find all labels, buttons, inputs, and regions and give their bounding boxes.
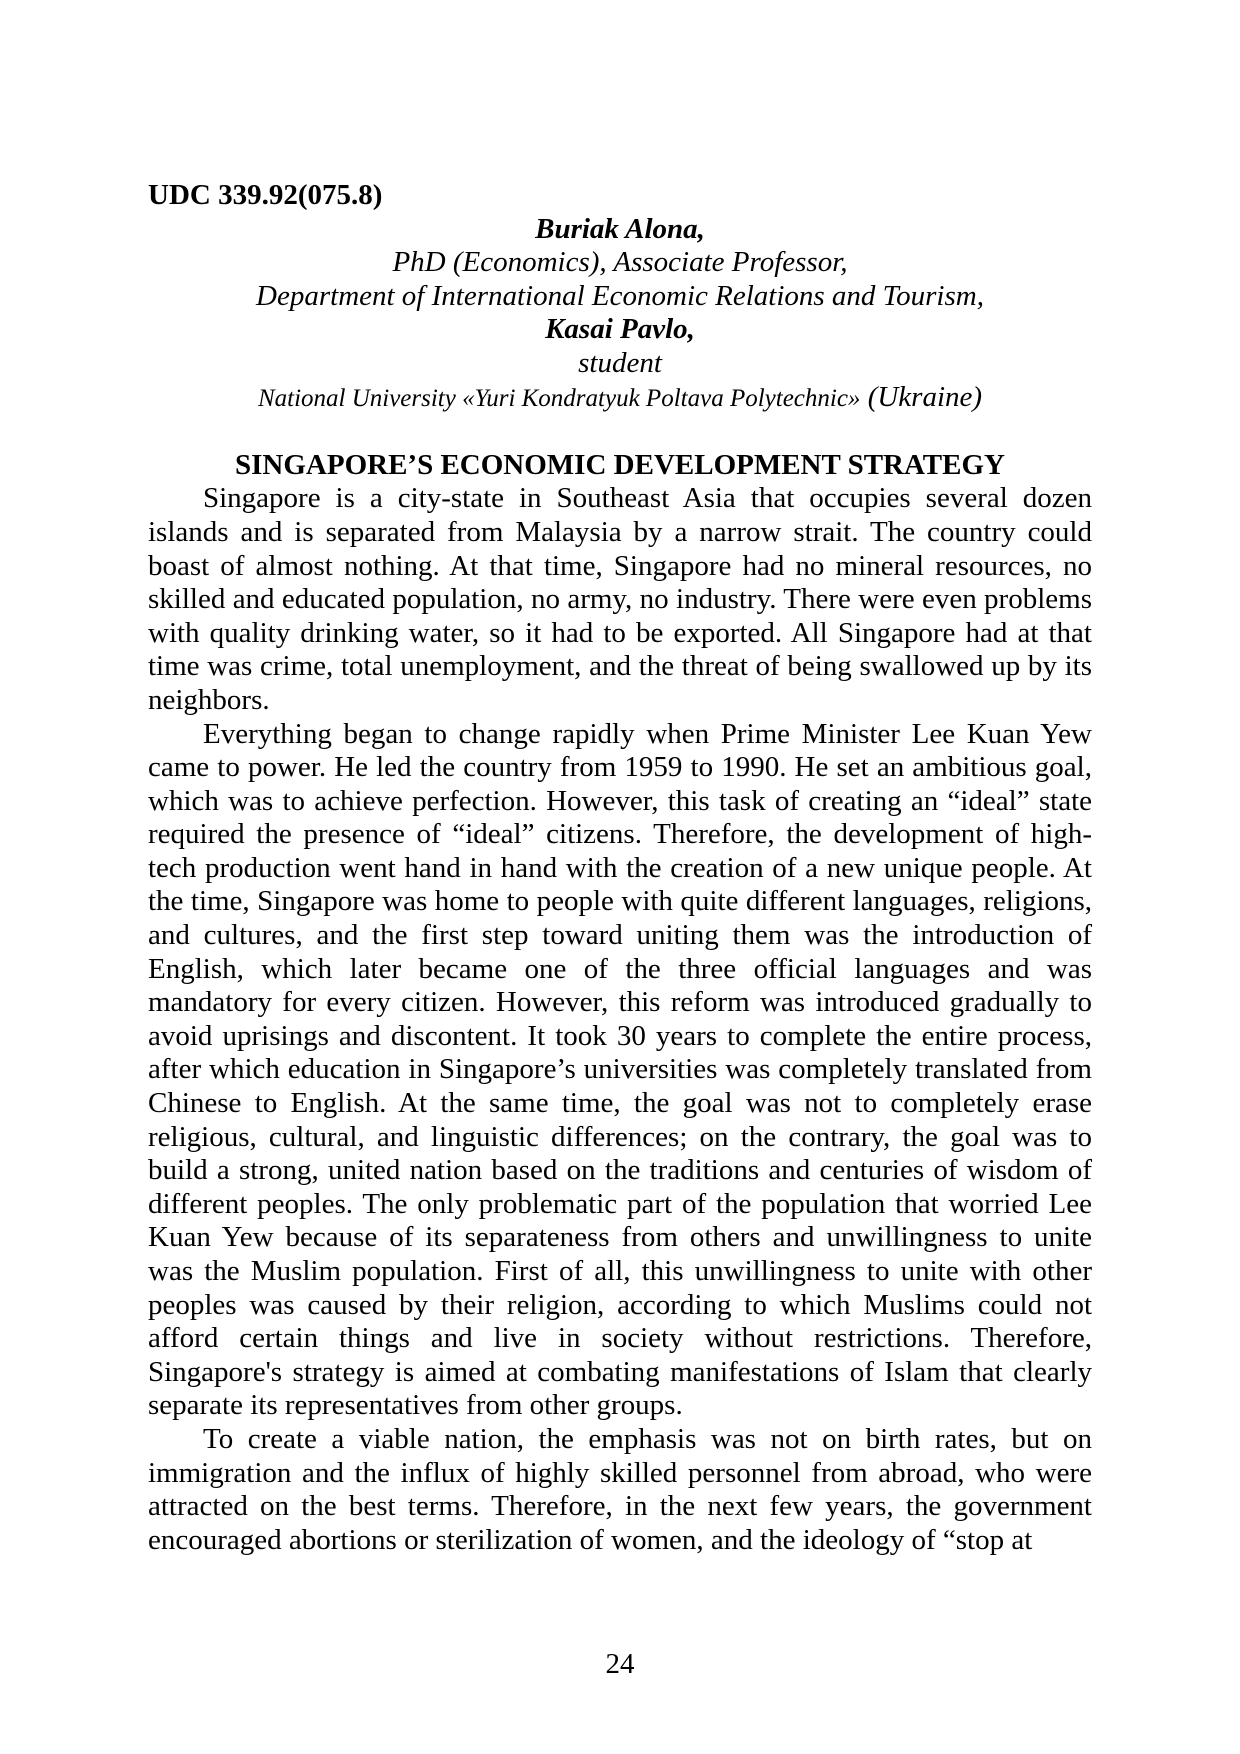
author-name-primary: Buriak Alona, bbox=[535, 212, 705, 245]
author-name-secondary: Kasai Pavlo, bbox=[545, 313, 695, 346]
page-number: 24 bbox=[605, 1648, 635, 1680]
institution-name: National University «Yuri Kondratyuk Poltava Polytechnic» bbox=[257, 384, 861, 412]
author-degree-title: PhD (Economics), Associate Professor, bbox=[392, 246, 848, 279]
affiliation-line bbox=[148, 381, 1092, 416]
byline-block bbox=[148, 213, 1092, 381]
body-paragraph-3: To create a viable nation, the emphasis was not on birth rates, but on immigration and the influx of highly skilled personnel from abroad, who were attracted on the best terms. Therefore, in the next few years, the government encouraged abortions or sterilization of women, and the ideology of “stop at bbox=[148, 1422, 1092, 1556]
body-paragraph-2: Everything began to change rapidly when Prime Minister Lee Kuan Yew came to power. He led the country from 1959 to 1990. He set an ambitious goal, which was to achieve perfection. However, this task of creating an “ideal” state required the presence of “ideal” citizens. Therefore, the development of high-tech production went hand in hand with the creation of a new unique people. At the time, Singapore was home to people with quite different languages, religions, and cultures, and the first step toward uniting them was the introduction of English, which later became one of the three official languages and was mandatory for every citizen. However, this reform was introduced gradually to avoid uprisings and discontent. It took 30 years to complete the entire process, after which education in Singapore’s universities was completely translated from Chinese to English. At the same time, the goal was not to completely erase religious, cultural, and linguistic differences; on the contrary, the goal was to build a strong, united nation based on the traditions and centuries of wisdom of different peoples. The only problematic part of the population that worried Lee Kuan Yew because of its separateness from others and unwillingness to unite was the Muslim population. First of all, this unwillingness to unite with other peoples was caused by their religion, according to which Muslims could not afford certain things and live in society without restrictions. Therefore, Singapore's strategy is aimed at combating manifestations of Islam that clearly separate its representatives from other groups. bbox=[148, 717, 1092, 1422]
author-role-student: student bbox=[578, 346, 662, 379]
country-name: (Ukraine) bbox=[867, 380, 983, 413]
body-paragraph-1: Singapore is a city-state in Southeast Asia that occupies several dozen islands and is separated from Malaysia by a narrow strait. The country could boast of almost nothing. At that time, Singapore had no mineral resources, no skilled and educated population, no army, no industry. There were even problems with quality drinking water, so it had to be exported. All Singapore had at that time was crime, total unemployment, and the threat of being swallowed up by its neighbors. bbox=[148, 482, 1092, 716]
author-department: Department of International Economic Relations and Tourism, bbox=[256, 279, 984, 312]
udc-code: UDC 339.92(075.8) bbox=[148, 179, 383, 211]
article-title: SINGAPORE’S ECONOMIC DEVELOPMENT STRATEGY bbox=[235, 448, 1005, 481]
